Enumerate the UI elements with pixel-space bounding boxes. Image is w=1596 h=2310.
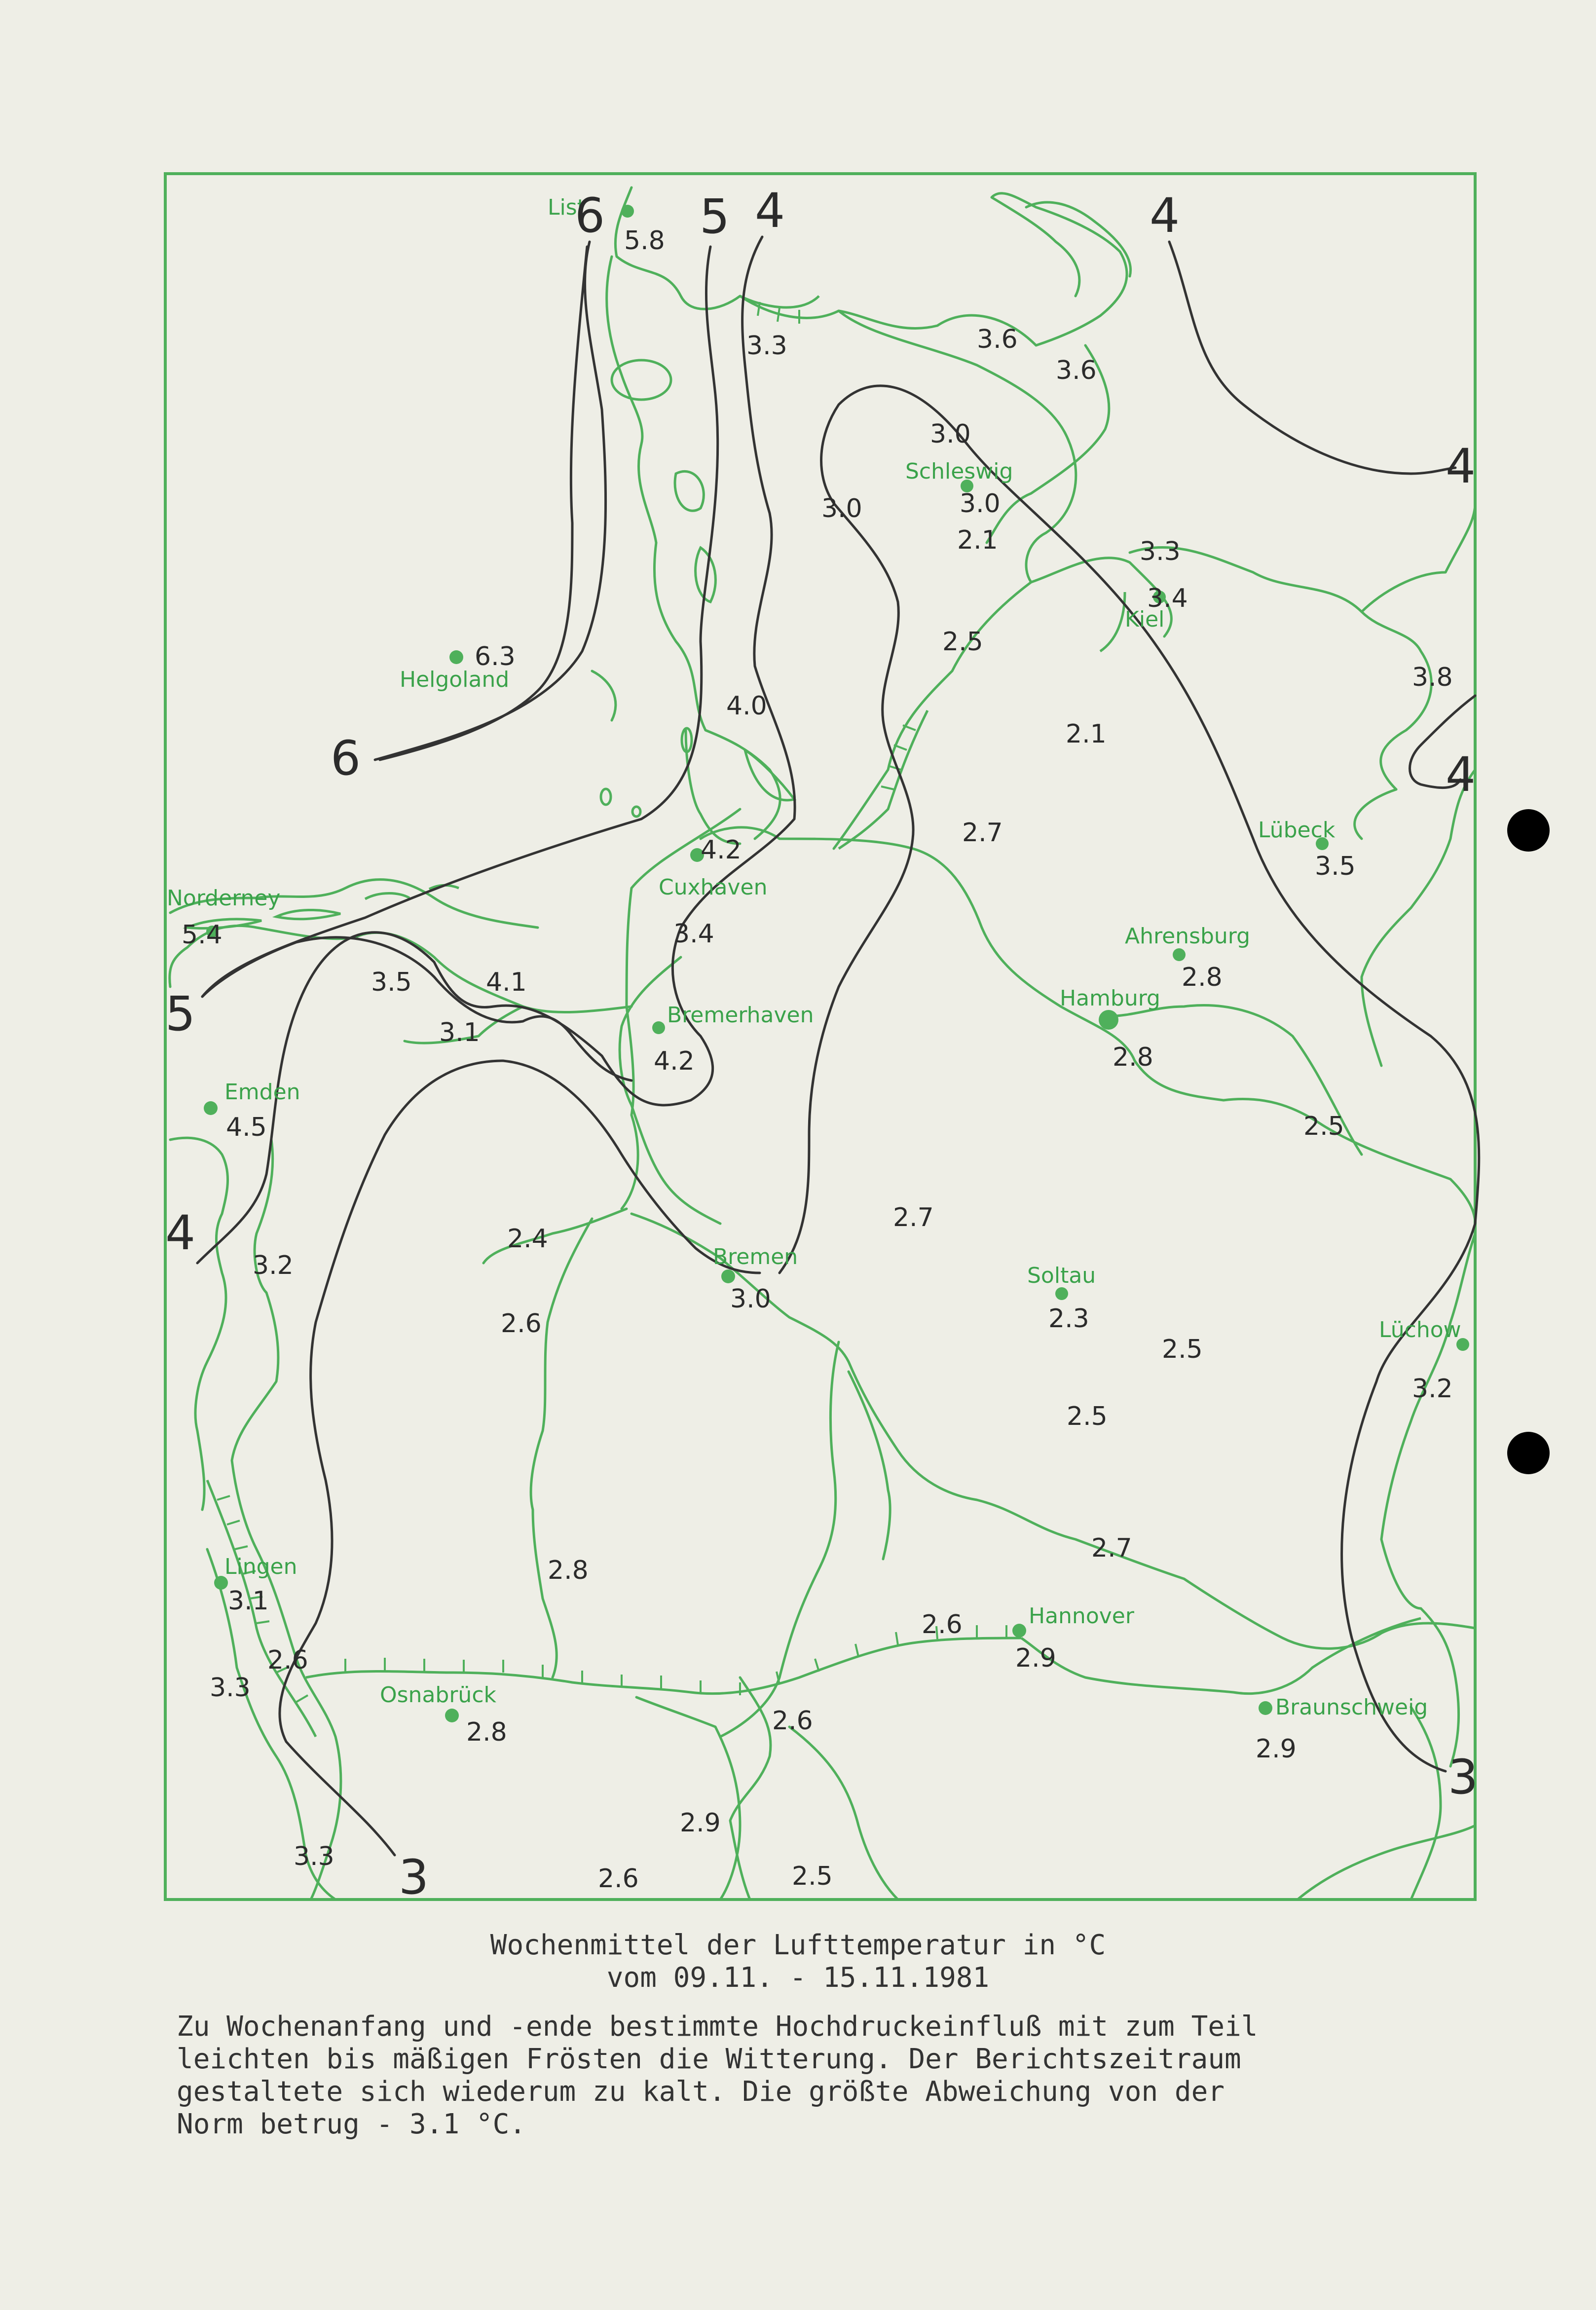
temp-value: 2.5 [1162, 1335, 1203, 1364]
temp-value: 4.0 [726, 691, 767, 721]
temp-value: 2.7 [893, 1203, 934, 1232]
punch-hole [1507, 809, 1550, 852]
map-description [177, 2011, 1509, 2141]
city-label-braunschweig: Braunschweig [1275, 1695, 1428, 1720]
temp-value: 3.6 [1056, 356, 1097, 385]
city-label-kiel: Kiel [1125, 607, 1165, 632]
description-line: Zu Wochenanfang und -ende bestimmte Hochdruckeinfluß mit zum Teil [177, 2011, 1258, 2043]
temp-value: 4.1 [486, 968, 527, 997]
isotherm-label: 6 [575, 188, 605, 243]
city-label-lingen: Lingen [224, 1554, 297, 1579]
city-label-bremen: Bremen [713, 1244, 798, 1269]
city-dot-hamburg [1099, 1010, 1118, 1030]
temp-value: 3.0 [730, 1284, 771, 1314]
isotherm-lines [197, 237, 1479, 1855]
temp-value: 3.8 [1412, 663, 1453, 692]
temp-value: 2.6 [267, 1645, 308, 1675]
temp-value: 6.3 [475, 642, 516, 671]
isotherm-label: 4 [1446, 439, 1476, 494]
temp-value: 3.6 [977, 325, 1018, 354]
isotherm-label: 4 [1446, 747, 1476, 802]
city-label-hamburg: Hamburg [1060, 986, 1160, 1011]
city-label-ahrensburg: Ahrensburg [1125, 924, 1251, 949]
city-label-luechow: Lüchow [1379, 1317, 1461, 1342]
temp-value: 3.5 [371, 968, 412, 997]
isotherm-label: 5 [700, 189, 730, 244]
isotherm-labels [165, 183, 1478, 1905]
city-label-schleswig: Schleswig [905, 459, 1013, 484]
temp-value: 3.3 [294, 1842, 334, 1871]
city-label-bremerhaven: Bremerhaven [667, 1003, 814, 1028]
temp-value: 2.7 [1091, 1533, 1132, 1563]
temp-value: 3.4 [673, 919, 714, 949]
temp-value: 2.9 [680, 1808, 721, 1838]
temp-value: 3.2 [1412, 1374, 1453, 1404]
city-dot-bremerhaven [652, 1021, 665, 1034]
temp-value: 3.3 [1140, 537, 1181, 566]
temp-value: 4.2 [654, 1046, 695, 1076]
temp-value: 2.9 [1015, 1643, 1056, 1673]
isotherm-label: 6 [331, 731, 361, 786]
temp-value: 5.8 [624, 226, 665, 256]
temp-value: 2.4 [507, 1224, 548, 1254]
temp-value: 2.5 [942, 627, 983, 657]
city-dot-hannover [1012, 1624, 1026, 1638]
temp-value: 2.8 [466, 1717, 507, 1747]
temp-value: 4.2 [701, 835, 742, 865]
map-caption-dates: vom 09.11. - 15.11.1981 [606, 1962, 990, 1994]
isotherm-label: 3 [399, 1850, 429, 1905]
city-label-osnabrueck: Osnabrück [380, 1682, 496, 1708]
temp-value: 3.0 [930, 419, 971, 449]
city-label-hannover: Hannover [1029, 1603, 1134, 1629]
temp-value: 2.3 [1048, 1304, 1089, 1334]
temp-value: 2.8 [1182, 963, 1223, 992]
city-label-helgoland: Helgoland [400, 667, 510, 692]
description-line: Norm betrug - 3.1 °C. [177, 2108, 526, 2140]
isotherm-label: 4 [755, 183, 785, 238]
city-label-cuxhaven: Cuxhaven [659, 875, 768, 900]
isotherm-label: 5 [165, 986, 196, 1042]
temp-value: 2.5 [792, 1862, 833, 1891]
temp-value: 2.6 [501, 1309, 542, 1339]
city-dot-emden [204, 1101, 218, 1115]
temp-value: 5.4 [182, 920, 223, 950]
isotherm-label: 3 [1448, 1750, 1479, 1805]
city-dot-soltau [1055, 1287, 1068, 1300]
temp-value: 3.3 [210, 1673, 251, 1703]
temp-value: 2.6 [922, 1610, 963, 1639]
temp-value: 3.4 [1147, 584, 1188, 613]
temp-value: 2.1 [1066, 719, 1107, 749]
temp-value: 2.6 [772, 1706, 813, 1736]
city-label-luebeck: Lübeck [1258, 818, 1336, 843]
isotherm-label: 4 [165, 1205, 196, 1261]
isotherm-label: 4 [1150, 188, 1180, 243]
city-dot-osnabrueck [445, 1709, 459, 1722]
map-frame [165, 174, 1475, 1900]
temp-value: 3.3 [746, 331, 787, 361]
city-label-norderney: Norderney [167, 886, 281, 911]
city-dot-list [621, 205, 634, 218]
temp-value: 2.8 [548, 1556, 589, 1585]
temp-value: 4.5 [226, 1113, 267, 1142]
temp-value: 2.9 [1256, 1734, 1297, 1764]
city-label-list: List [548, 195, 586, 220]
railway-lines [207, 296, 1421, 1737]
temp-value: 3.1 [228, 1586, 269, 1616]
temp-value: 2.6 [598, 1864, 639, 1894]
temp-value: 2.5 [1303, 1112, 1344, 1141]
city-dot-ahrensburg [1173, 948, 1186, 961]
city-label-soltau: Soltau [1027, 1263, 1096, 1288]
temp-value: 3.2 [253, 1251, 294, 1280]
city-label-emden: Emden [224, 1080, 300, 1105]
city-dot-braunschweig [1259, 1701, 1272, 1715]
temp-value: 3.1 [439, 1018, 480, 1047]
temp-value: 3.5 [1315, 852, 1356, 881]
temp-value: 2.5 [1067, 1402, 1108, 1431]
temp-value: 2.7 [962, 818, 1003, 848]
temp-value: 3.0 [960, 489, 1001, 519]
temp-value: 2.8 [1113, 1043, 1153, 1072]
description-line: gestaltete sich wiederum zu kalt. Die größte Abweichung von der [177, 2076, 1225, 2108]
punch-hole [1507, 1432, 1550, 1474]
city-dot-helgoland [449, 650, 463, 664]
temp-value: 2.1 [957, 525, 998, 555]
temp-value: 3.0 [821, 494, 862, 523]
description-line: leichten bis mäßigen Frösten die Witterung. Der Berichtszeitraum [177, 2043, 1241, 2075]
city-dot-bremen [721, 1269, 735, 1283]
map-caption-title: Wochenmittel der Lufttemperatur in °C [490, 1929, 1106, 1961]
